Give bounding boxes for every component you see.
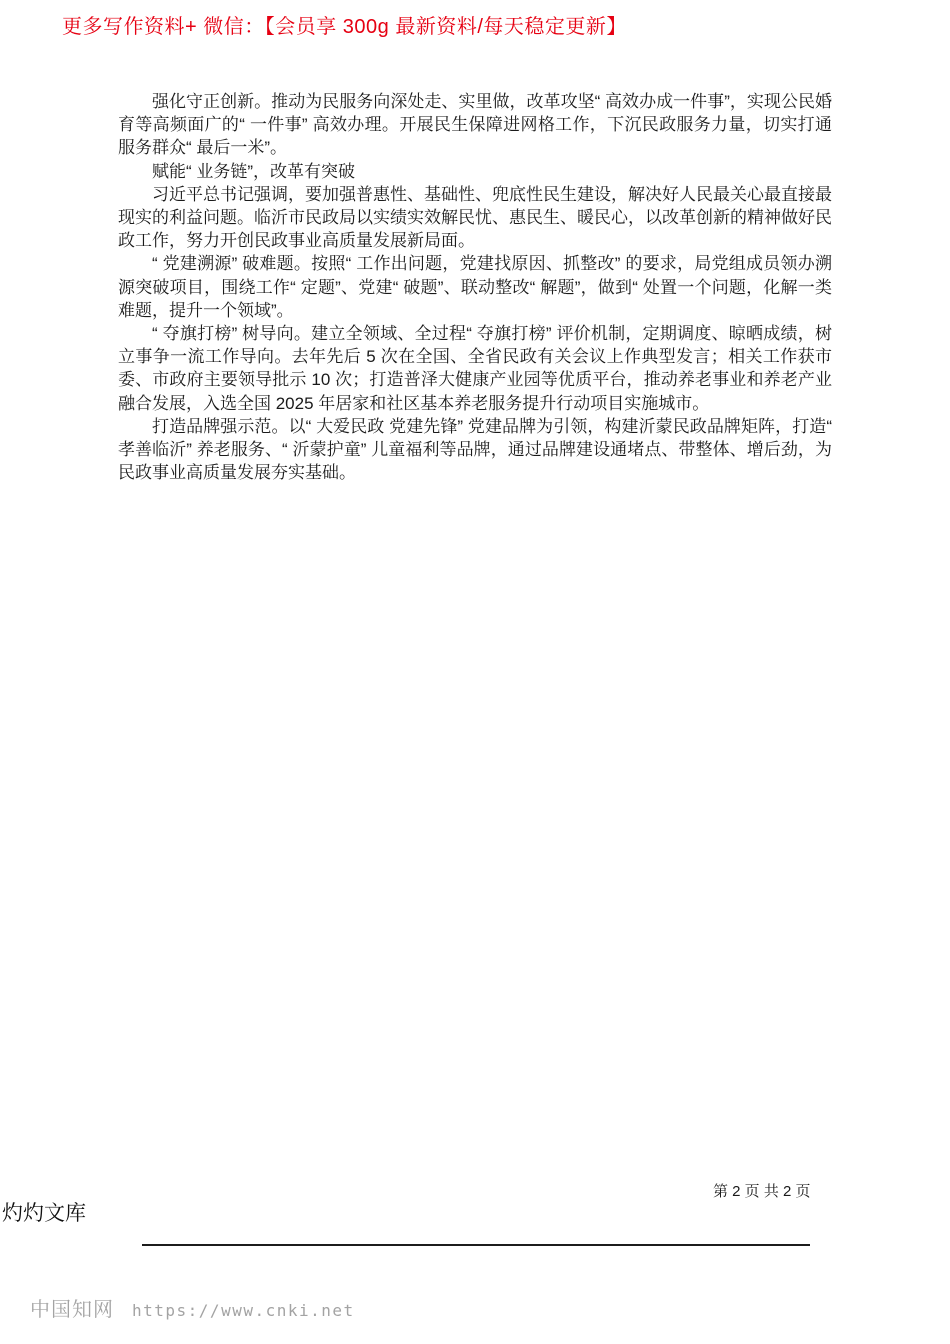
page-number: 第 2 页 共 2 页 [713,1183,811,1200]
paragraph: “ 夺旗打榜” 树导向。建立全领域、全过程“ 夺旗打榜” 评价机制，定期调度、晾晒成绩，树立事争一流工作导向。去年先后 5 次在全国、全省民政有关会议上作典型发言；相关工作获市委、市政府主要领导批示 10 次；打造普泽大健康产业园等优质平台，推动养老事业和养老产业融合发展，入选全国 2025 年居家和社区基本养老服务提升行动项目实施城市。 [118,324,832,413]
footer-divider-line [142,1244,810,1246]
paragraph: 强化守正创新。推动为民服务向深处走、实里做，改革攻坚“ 高效办成一件事”，实现公民婚育等高频面广的“ 一件事” 高效办理。开展民生保障进网格工作，下沉民政服务力量，切实打通服务群众“ 最后一米”。 [118,92,832,158]
paragraph: 打造品牌强示范。以“ 大爱民政 党建先锋” 党建品牌为引领，构建沂蒙民政品牌矩阵，打造“ 孝善临沂” 养老服务、“ 沂蒙护童” 儿童福利等品牌，通过品牌建设通堵点、带整体、增后劲，为民政事业高质量发展夯实基础。 [118,416,832,483]
cnki-watermark [30,1293,355,1322]
library-brand: 灼灼文库 [2,1202,86,1225]
paragraph-subheading: 赋能“ 业务链”，改革有突破 [152,161,356,181]
cnki-logo-text: 中国知网 [30,1299,114,1321]
cnki-url-text: https://www.cnki.net [132,1301,355,1320]
document-body [118,90,832,484]
paragraph: “ 党建溯源” 破难题。按照“ 工作出问题，党建找原因、抓整改” 的要求，局党组成员领办溯源突破项目，围绕工作“ 定题”、党建“ 破题”、联动整改“ 解题”，做到“ 处置一个问题，化解一类难题，提升一个领域”。 [118,254,832,320]
paragraph: 习近平总书记强调，要加强普惠性、基础性、兜底性民生建设，解决好人民最关心最直接最现实的利益问题。临沂市民政局以实绩实效解民忧、惠民生、暖民心，以改革创新的精神做好民政工作，努力开创民政事业高质量发展新局面。 [118,184,832,251]
promo-header-text: 更多写作资料+ 微信：【会员享 300g 最新资料/每天稳定更新】 [62,16,627,38]
